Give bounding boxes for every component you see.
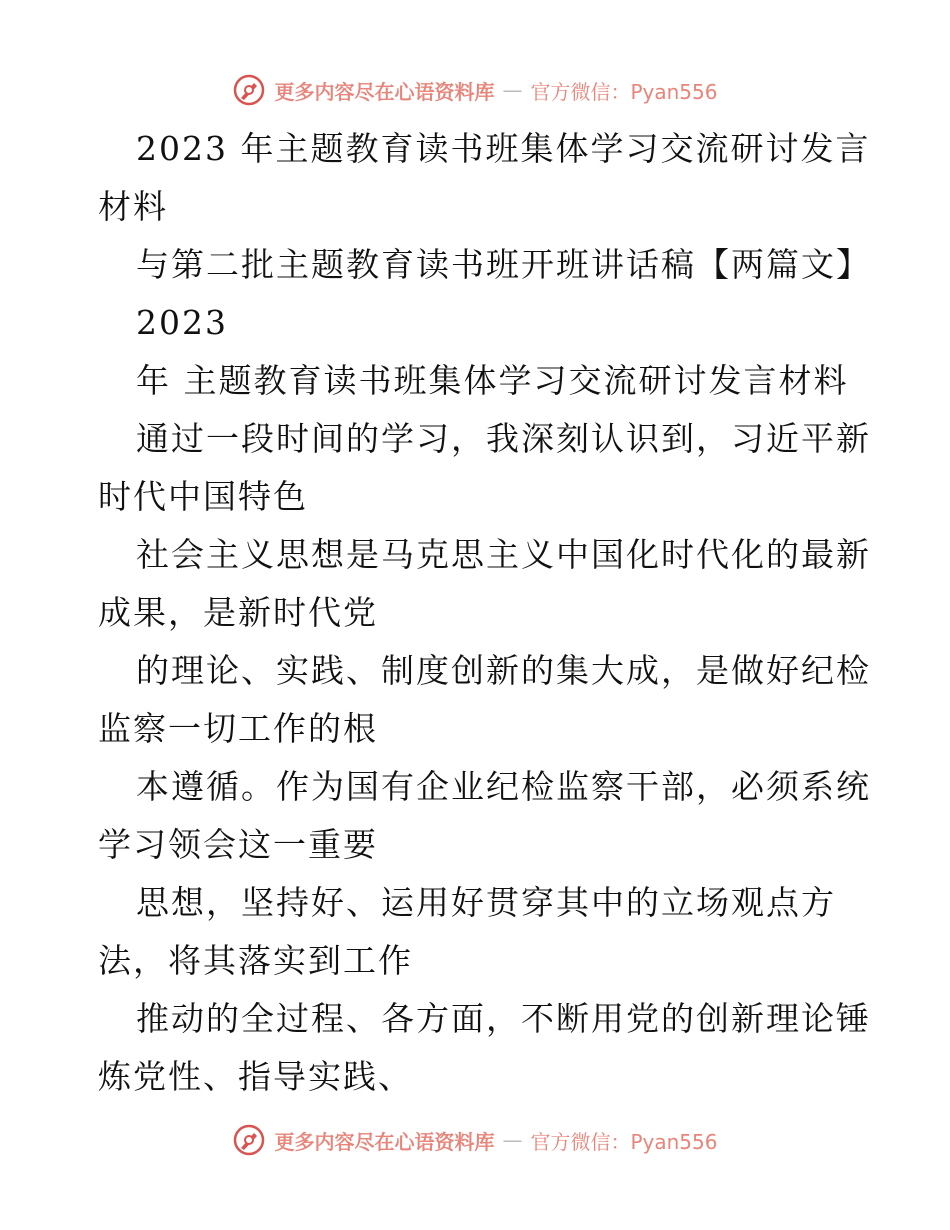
text-line: 监察一切工作的根 [98,709,378,748]
text-line: 与第二批主题教育读书班开班讲话稿【两篇文】 [136,245,871,284]
text-line: 法，将其落实到工作 [98,941,413,980]
text-line: 的理论、实践、制度创新的集大成，是做好纪检 [136,651,871,690]
document-body [98,120,871,1106]
watermark-wechat-text: 官方微信：Pyan556 [530,1129,718,1154]
text-line: 社会主义思想是马克思主义中国化时代化的最新 [136,535,871,574]
text-line: 2023 年主题教育读书班集体学习交流研讨发言 [136,129,871,168]
footer-watermark [0,1122,950,1158]
text-line: 材料 [98,187,168,226]
text-line: 时代中国特色 [98,477,308,516]
text-line: 2023 [136,303,228,342]
text-line: 学习领会这一重要 [98,825,378,864]
pen-seal-icon [232,1123,266,1157]
watermark-main-text: 更多内容尽在心语资料库 [274,1129,495,1154]
text-line: 通过一段时间的学习，我深刻认识到，习近平新 [136,419,871,458]
watermark-wechat-text: 官方微信：Pyan556 [530,79,718,104]
text-line: 成果，是新时代党 [98,593,378,632]
watermark-separator: — [502,1128,523,1152]
watermark-separator: — [502,78,523,102]
text-line: 炼党性、指导实践、 [98,1057,413,1096]
text-line: 年 主题教育读书班集体学习交流研讨发言材料 [136,361,849,400]
watermark-main-text: 更多内容尽在心语资料库 [274,79,495,104]
text-line: 本遵循。作为国有企业纪检监察干部，必须系统 [136,767,871,806]
text-line: 思想，坚持好、运用好贯穿其中的立场观点方 [136,883,836,922]
pen-seal-icon [232,73,266,107]
text-line: 推动的全过程、各方面，不断用党的创新理论锤 [136,999,871,1038]
header-watermark [0,72,950,108]
